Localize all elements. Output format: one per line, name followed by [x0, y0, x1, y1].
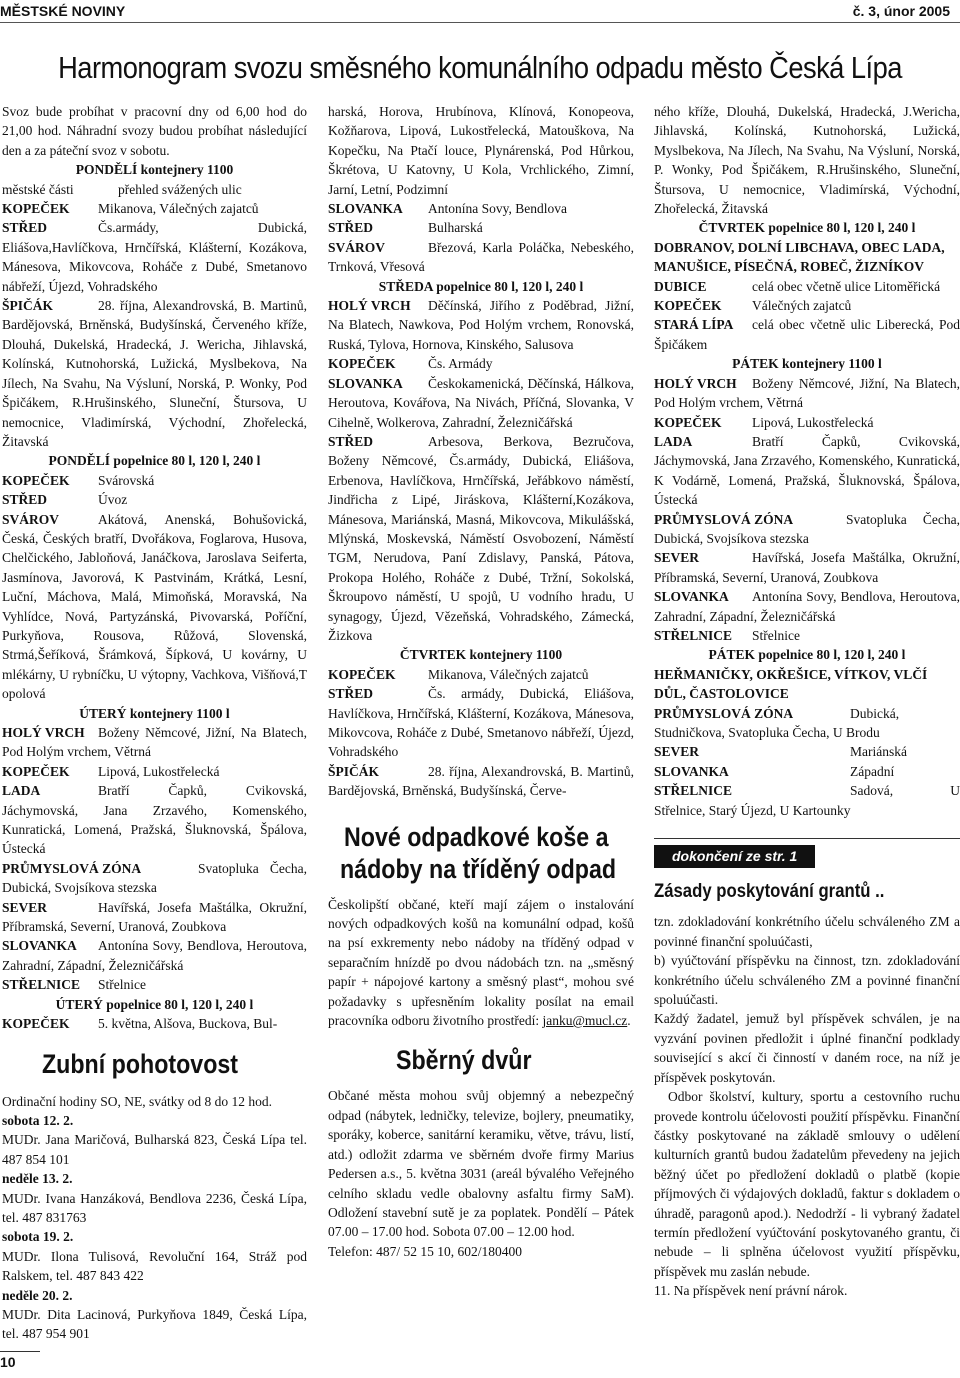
bins-title-line1: Nové odpadkové koše a: [344, 821, 609, 852]
bins-text: Českolipští občané, kteří mají zájem o instalování nových odpadkových košů na komunální odpad, košů na psí exkrementy nebo nádoby na tříděný odpad v separačním hnízdě po dvou nádobách tzn. na „směsný papír + nápojové kartony a směsný plast“, mohou své požadavky s upřesněním lokality posílat na email pracovníka odboru životního prostředí: janku@mucl.cz.: [328, 896, 634, 1029]
table-head: městské části přehled svážených ulic: [2, 181, 242, 197]
dental-date: neděle 13. 2.: [2, 1171, 73, 1187]
list-item: SLOVANKA Západní: [654, 763, 895, 779]
heading-tuesday-containers: ÚTERÝ kontejnery 1100 l: [79, 705, 230, 721]
heading-friday-containers: PÁTEK kontejnery 1100 l: [732, 356, 882, 372]
list-item: HOLÝ VRCH Děčínská, Jiřího z Poděbrad, Jižní, Na Blatech, Nawkova, Pod Holým vrchem, Ronovská, Ruská, Tylova, Hornova, Kinského, Salusova: [328, 298, 634, 352]
list-item: STARÁ LÍPA celá obec včetně ulic Liberecká, Pod Špičákem: [654, 317, 960, 352]
list-item: STŘELNICE Střelnice: [2, 977, 146, 993]
column-1: [2, 102, 307, 1344]
bins-title-line2: nádoby na tříděný odpad: [340, 853, 617, 884]
list-item: LADA Bratří Čapků, Cvikovská, Jáchymovská, Jana Zrzavého, Komenského, Kunratická, Lomená, Pražská, Šluknovská, Špálova, Ústecká: [2, 783, 307, 857]
list-item: STŘELNICE Sadová, U Střelnice, Starý Újezd, U Kartounky: [654, 783, 960, 818]
list-item: SEVER Havířská, Josefa Maštálka, Okružní, Příbramská, Severní, Uranová, Zoubkova: [654, 550, 960, 585]
dental-hours: Ordinační hodiny SO, NE, svátky od 8 do 12 hod.: [2, 1093, 272, 1109]
list-item: KOPEČEK Čs. Armády: [328, 356, 493, 372]
list-item: SLOVANKA Antonína Sovy, Bendlova, Heroutova, Zahradní, Západní, Železničářská: [2, 938, 307, 973]
heading-wednesday-bins: STŘEDA popelnice 80 l, 120 l, 240 l: [378, 278, 584, 294]
list-item: KOPEČEK Lipová, Lukostřelecká: [654, 414, 874, 430]
divider: [654, 838, 960, 839]
dental-doctor: MUDr. Jana Maričová, Bulharská 823, Česká Lípa tel. 487 854 101: [2, 1132, 307, 1167]
list-item: KOPEČEK Mikanova, Válečných zajatců: [2, 201, 259, 217]
dental-doctor: MUDr. Ivana Hanzáková, Bendlova 2236, Česká Lípa, tel. 487 831763: [2, 1190, 307, 1225]
grants-text: 11. Na příspěvek není právní nárok.: [654, 1283, 848, 1299]
list-item: KOPEČEK 5. května, Alšova, Buckova, Bul-: [2, 1016, 278, 1032]
heading-monday-containers: PONDĚLÍ kontejnery 1100: [75, 162, 234, 178]
list-item: STŘED Bulharská: [328, 220, 483, 236]
list-item: DUBICE celá obec včetně ulice Litoměřická: [654, 278, 941, 294]
intro-text: Svoz bude probíhat v pracovní dny od 6,00 hod do 21,00 hod. Náhradní svozy budou probíhat následující den a za páteční svoz v sobotu.: [2, 104, 307, 158]
collection-yard-title: Sběrný dvůr: [396, 1045, 532, 1076]
dental-emergency-title: Zubní pohotovost: [42, 1048, 239, 1079]
dental-doctor: MUDr. Ilona Tulisová, Revoluční 164, Stráž pod Ralskem, tel. 487 843 422: [2, 1248, 307, 1284]
list-item: ŠPIČÁK 28. října, Alexandrovská, B. Martinů, Bardějovská, Brněnská, Budyšínská, Červeného kříže, Dlouhá, Dukelská, Hradecká, J. Wericha, Jihlavská, Kolínská, Kutnohorská, Lužická, Myslbekova, Na Jílech, Na Svahu, Na Výsluní, Norská, P. Wonky, Pod Špičákem, R.Hrušinského, Sluneční, Štursova, U nemocnice, Vladimírská, Východní, Zhořelecká, Žitavská: [2, 298, 307, 449]
continued-label: dokončení ze str. 1: [654, 845, 815, 868]
list-item: KOPEČEK Válečných zajatců: [654, 298, 852, 314]
list-item: LADA Bratří Čapků, Cvikovská, Jáchymovská, Jana Zrzavého, Komenského, Kunratická, K Vodárně, Lomená, Pražská, Šluknovská, Špálova, Ústecká: [654, 433, 960, 508]
grants-text: b) vyúčtování příspěvku na činnost, tzn. zdokladování konkrétního účelu schváleného ZM a povinné finanční spoluúčasti.: [654, 953, 960, 1008]
list-item: KOPEČEK Lipová, Lukostřelecká: [2, 763, 220, 779]
dental-date: neděle 20. 2.: [2, 1287, 73, 1303]
list-item: SVÁROV Březová, Karla Poláčka, Nebeského, Trnková, Vřesová: [328, 239, 634, 275]
grants-text: Odbor školství, kultury, sportu a cestovního ruchu provede kontrolu účelovosti použití příspěvku. Finanční částky poskytované na základě smlouvy o udělení kulturních grantů budou žadatelům převedeny na jejich běžný účet po předložení dokladů o platbě (kopie příjmových či výdajových dokladů, faktur s dokladem o úhradě, paragonů apod.). Nedodrží - li vybraný žadatel termín předložení vyúčtování poskytovaného grantu, či nebude – li splněna účelovost využití příspěvku, příspěvek mu zaslán nebude.: [654, 1089, 960, 1279]
list-item: PRŮMYSLOVÁ ZÓNA Dubická, Studničkova, Svatopluka Čecha, U Brodu: [654, 705, 900, 740]
list-item: STŘED Čs. armády, Dubická, Eliášova, Havlíčkova, Hrnčířská, Klášterní, Kozákova, Mánesova, Mikovcova, Roháče z Dubé, Smetanovo nábřeží, Újezd, Vohradského: [328, 686, 634, 760]
list-item: STŘED Arbesova, Berkova, Bezručova, Boženy Němcové, Čs.armády, Dubická, Eliášova, Erbenova, Havlíčkova, Hrnčířská, Jeřábkovo náměstí, Jindřicha z Lipé, Jiráskova, Klášterní,Kozákova, Mánesova, Mariánská, Masná, Mikovcova, Mikulášská, Mlýnská, Moskevská, Náměstí Osvobození, Náměstí TGM, Nerudova, Paní Zdislavy, Panská, Pátova, Prokopa Holého, Roháče z Dubé, Tržní, Sokolská, Škroupovo náměstí, U spojů, U vodního hradu, U synagogy, Újezd, Vězeňská, Vohradského, Zámecká, Žizkova: [328, 433, 634, 643]
list-item: KOPEČEK Mikanova, Válečných zajatců: [328, 666, 589, 682]
heading-thursday-bins: ČTVRTEK popelnice 80 l, 120 l, 240 l: [698, 220, 916, 236]
newspaper-name: MĚSTSKÉ NOVINY: [0, 3, 126, 19]
column-2: [328, 102, 634, 1261]
collection-yard-phone: Telefon: 487/ 52 15 10, 602/180400: [328, 1243, 523, 1259]
list-item: ŠPIČÁK 28. října, Alexandrovská, B. Martinů, Bardějovská, Brněnská, Budyšínská, Červe-: [328, 763, 634, 799]
column-3: [654, 102, 960, 1301]
dental-date: sobota 19. 2.: [2, 1229, 74, 1245]
list-item: HOLÝ VRCH Boženy Němcové, Jižní, Na Blatech, Pod Holým vrchem, Větrná: [654, 375, 960, 411]
dental-doctor: MUDr. Dita Lacinová, Purkyňova 1849, Česká Lípa, tel. 487 954 901: [2, 1306, 307, 1342]
heading-friday-bins: PÁTEK popelnice 80 l, 120 l, 240 l: [708, 647, 906, 663]
list-continuation: harská, Horova, Hrubínova, Klínová, Konopeova, Kožňarova, Lipová, Lukostřelecká, Matouškova, Na Kopečku, Na Ptačí louce, Plynárenská, Pod Hůrkou, Škrétova, U Katovny, U Kola, Vrchlického, Zimní, Jarní, Letní, Podzimní: [328, 104, 634, 197]
list-item: STŘED Úvoz: [2, 492, 128, 508]
page-header: [0, 0, 960, 23]
grants-text: tzn. zdokladování konkrétního účelu schváleného ZM a povinné finanční spoluúčasti,: [654, 914, 960, 949]
list-item: PRŮMYSLOVÁ ZÓNA Svatopluka Čecha, Dubická, Svojsíkova stezska: [654, 511, 960, 546]
villages-heading: HEŘMANIČKY, OKŘEŠICE, VÍTKOV, VLČÍ DŮL, ČASTOLOVICE: [654, 666, 928, 702]
heading-monday-bins: PONDĚLÍ popelnice 80 l, 120 l, 240 l: [48, 453, 261, 469]
heading-thursday-containers: ČTVRTEK kontejnery 1100: [399, 647, 563, 663]
grants-text: Každý žadatel, jemuž byl příspěvek schválen, je na vyzvání povinen předložit i úplné finanční podklady související s akcí či činností v daném roce, na níž je příspěvek poskytován.: [654, 1011, 960, 1085]
heading-tuesday-bins: ÚTERÝ popelnice 80 l, 120 l, 240 l: [55, 996, 254, 1012]
issue-date: č. 3, únor 2005: [852, 3, 950, 19]
main-title: Harmonogram svozu směsného komunálního odpadu město Česká Lípa: [58, 50, 902, 85]
villages-heading: DOBRANOV, DOLNÍ LIBCHAVA, OBEC LADA, MANUŠICE, PÍSEČNÁ, ROBEČ, ŽIZNÍKOV: [654, 239, 945, 275]
list-item: STŘED Čs.armády, Dubická, Eliášova,Havlíčkova, Hrnčířská, Klášterní, Kozákova, Mánesova, Mikovcova, Roháče z Dubé, Smetanovo nábřeží, Újezd, Vohradského: [2, 220, 307, 294]
list-item: KOPEČEK Svárovská: [2, 472, 155, 488]
list-continuation: ného kříže, Dlouhá, Dukelská, Hradecká, J.Wericha, Jihlavská, Kolínská, Kutnohorská, Lužická, Myslbekova, Na Jílech, Na Svahu, Na Výsluní, Norská, P. Wonky, Pod Špičákem, R.Hrušinského, Sluneční, Štursova, U nemocnice, Vladimírská, Východní, Zhořelecká, Žitavská: [654, 104, 960, 217]
collection-yard-text: Občané města mohou svůj objemný a nebezpečný odpad (nábytek, ledničky, televize, bojlery, pneumatiky, sporáky, koberce, sanitární keramiku, větve, trávu, listí, atd.) odložit zdarma ve sběrném dvoře firmy Marius Pedersen a.s., 5. května 3031 (areál bývalého Veřejného celního skladu vedle obalovny asfaltu firmy SaM). Odložení stavební sutě je za poplatek. Pondělí – Pátek 07.00 – 17.00 hod. Sobota 07.00 – 12.00 hod.: [328, 1088, 634, 1240]
list-item: SEVER Havířská, Josefa Maštálka, Okružní, Příbramská, Severní, Uranová, Zoubkova: [2, 899, 307, 935]
list-item: SLOVANKA Antonína Sovy, Bendlova, Heroutova, Zahradní, Západní, Železničářská: [654, 589, 960, 624]
list-item: SVÁROV Akátová, Anenská, Bohušovická, Česká, Českých bratří, Dvořákova, Foglarova, Husova, Chelčického, Jabloňová, Janáčkova, Jaroslava Seiferta, Jasmínova, Javorová, K Pastvinám, Krátká, Lesní, Luční, Máchova, Malá, Mimoňská, Moravská, Na Vyhlídce, Nová, Partyzánská, Pivovarská, Poříční, Purkyňova, Rousova, Růžová, Slovenská, Strmá,Šeříková, Šrámková, Šípková, U kovárny, U mlékárny, U rybníčku, U výtopny, Vachkova, Višňová,T opolová: [2, 511, 307, 702]
list-item: SLOVANKA Českokamenická, Děčínská, Hálkova, Heroutova, Kovářova, Na Nivách, Příčná, Slovanka, V Cihelně, Wolkerova, Zahradní, Železničářská: [328, 375, 634, 430]
list-item: PRŮMYSLOVÁ ZÓNA Svatopluka Čecha, Dubická, Svojsíkova stezska: [2, 860, 307, 896]
grants-title: Zásady poskytování grantů ..: [654, 881, 885, 903]
list-item: SEVER Mariánská: [654, 744, 907, 760]
email-link[interactable]: janku@mucl.cz: [542, 1013, 628, 1029]
page-number: 10: [0, 1353, 16, 1370]
list-item: HOLÝ VRCH Boženy Němcové, Jižní, Na Blatech, Pod Holým vrchem, Větrná: [2, 725, 307, 760]
list-item: STŘELNICE Střelnice: [654, 627, 800, 643]
dental-date: sobota 12. 2.: [2, 1112, 74, 1128]
list-item: SLOVANKA Antonína Sovy, Bendlova: [328, 201, 567, 217]
